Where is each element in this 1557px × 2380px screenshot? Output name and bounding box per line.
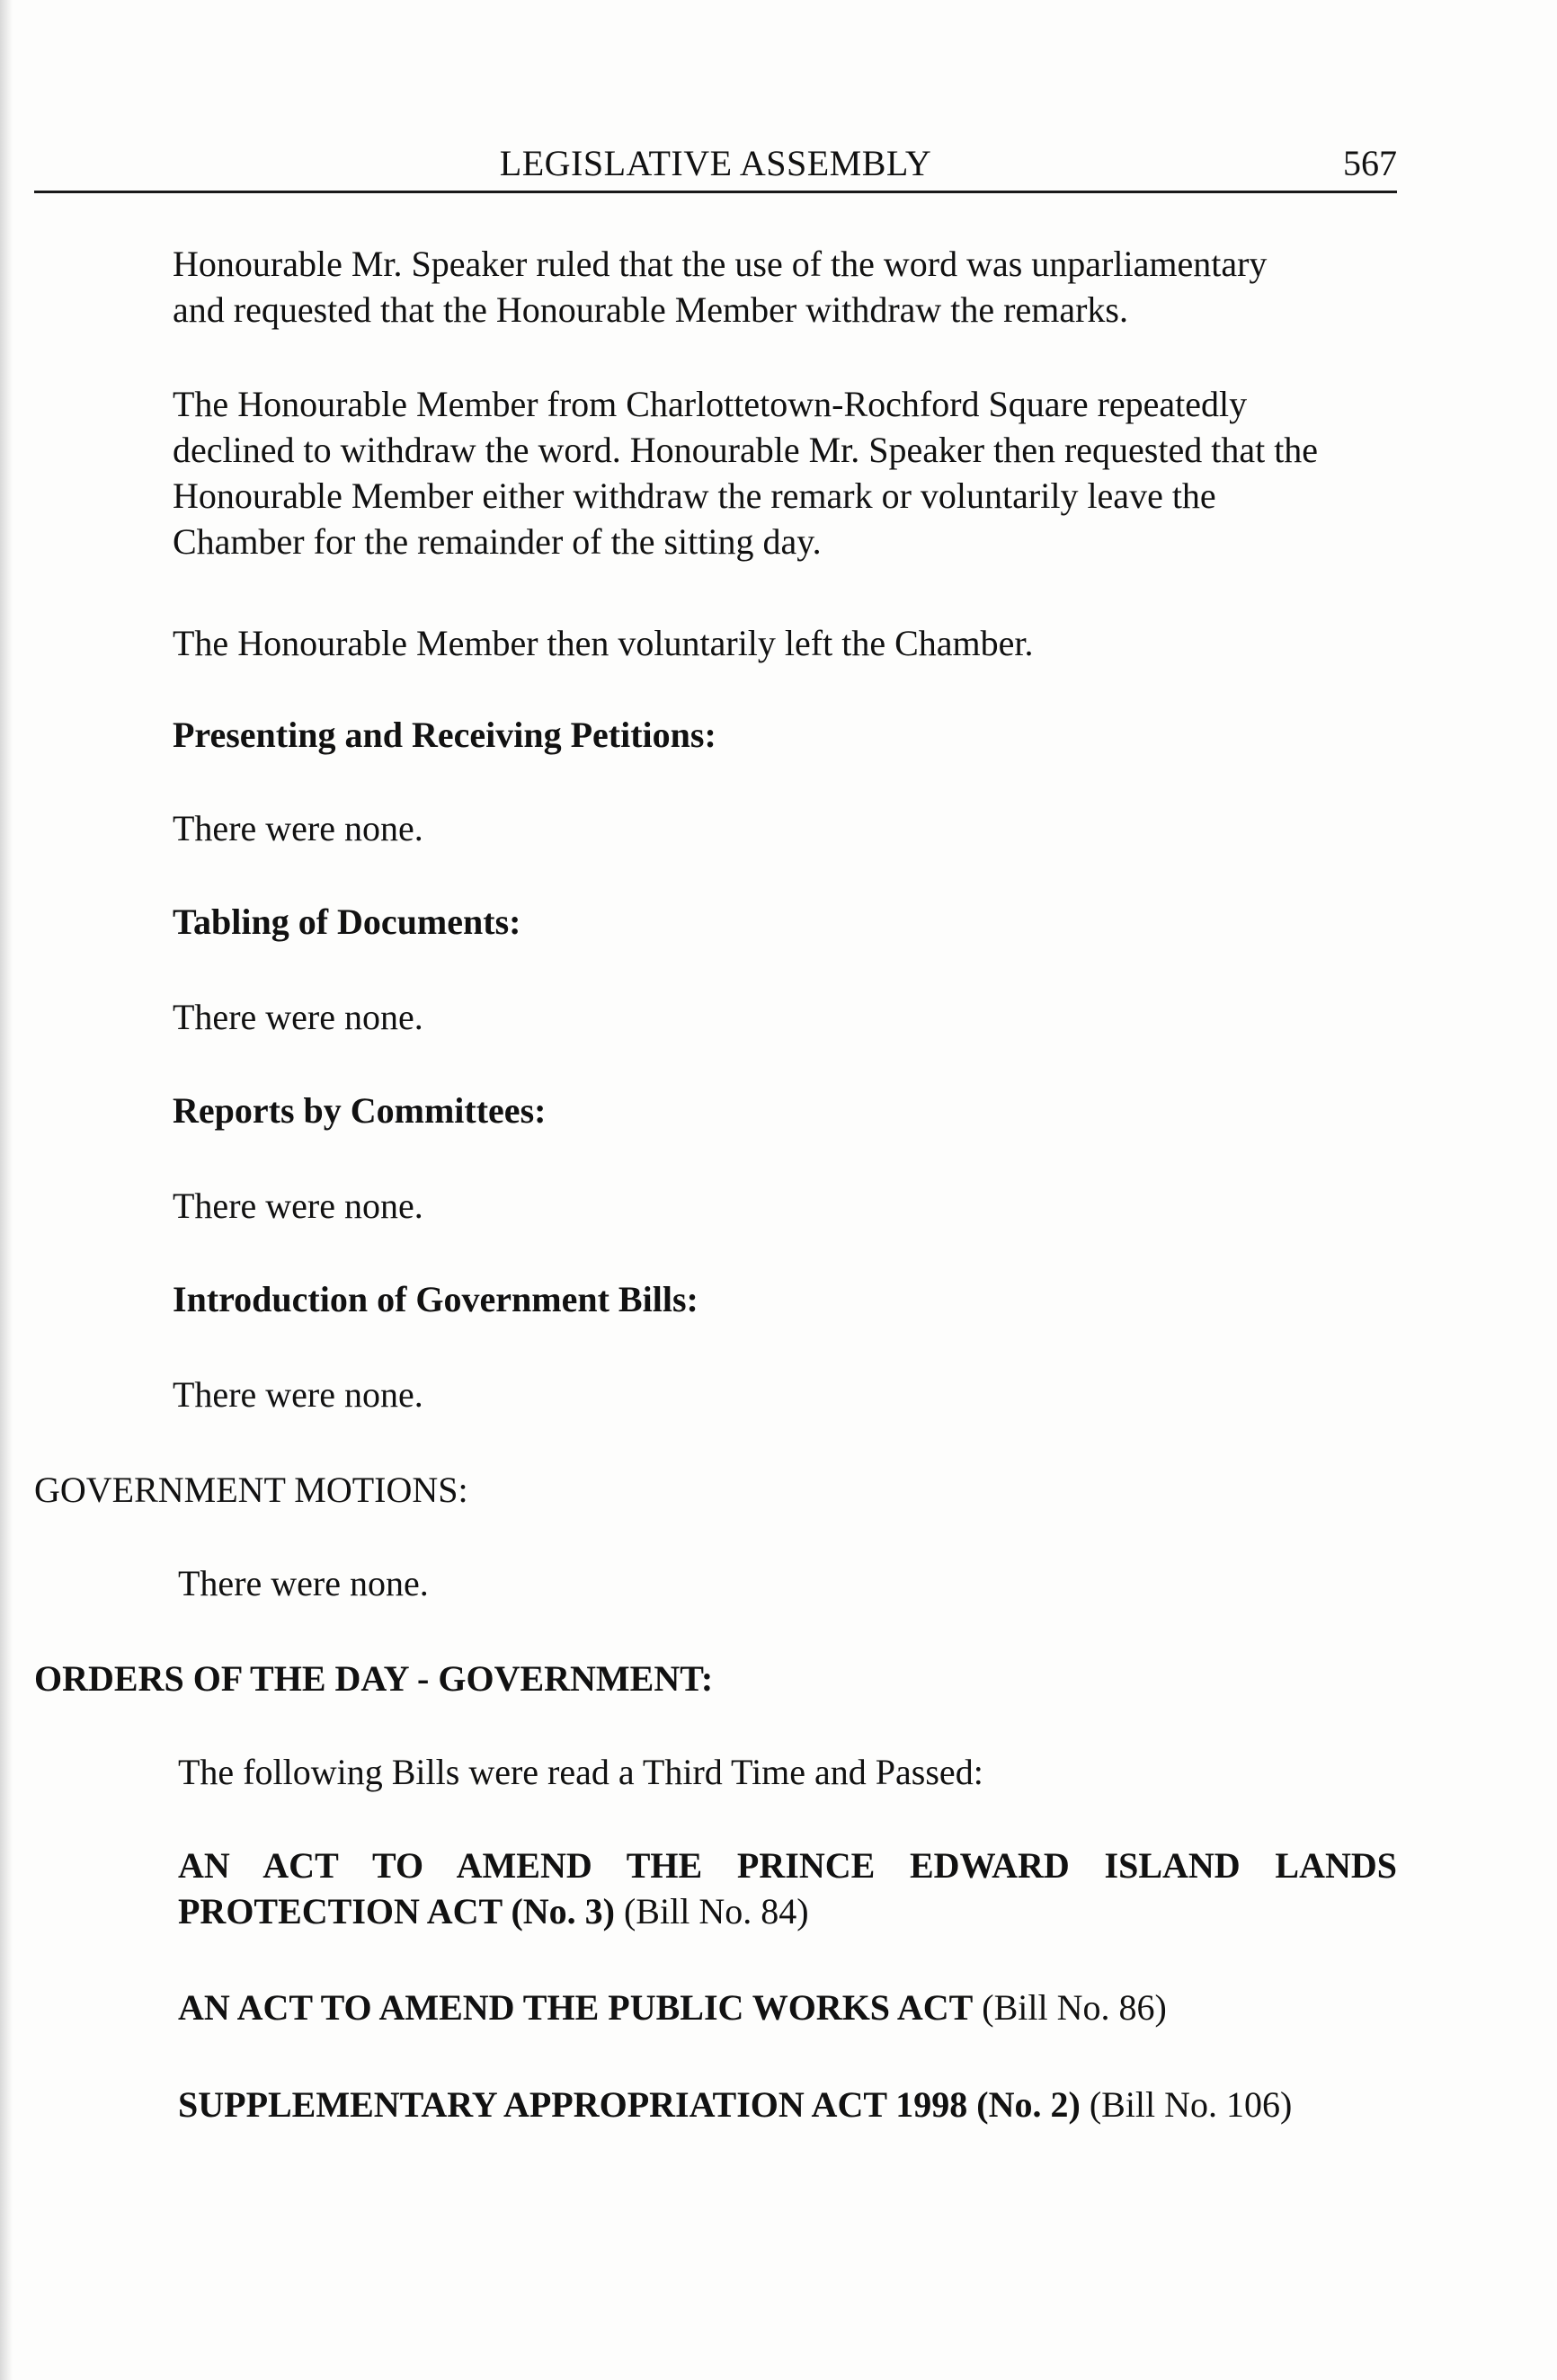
paragraph-line: declined to withdraw the word. Honourable Mr. Speaker then requested that the xyxy=(173,430,1319,470)
paragraph-member-declined xyxy=(173,381,1397,564)
bill-number: (Bill No. 86) xyxy=(982,1987,1167,2028)
binding-shadow xyxy=(0,0,13,2380)
paragraph-line: and requested that the Honourable Member withdraw the remarks. xyxy=(173,289,1128,330)
bill-number: (Bill No. 84) xyxy=(623,1891,809,1932)
paragraph-line: The Honourable Member from Charlottetown-Rochford Square repeatedly xyxy=(173,384,1248,424)
section-body-committees: There were none. xyxy=(173,1186,423,1226)
bill-title-line xyxy=(178,1888,1397,1934)
bill-title-line xyxy=(178,1985,1397,2030)
header-title: LEGISLATIVE ASSEMBLY xyxy=(499,143,932,183)
bill-title: PROTECTION ACT (No. 3) xyxy=(178,1891,615,1932)
bill-item xyxy=(178,1985,1397,2030)
paragraph-member-left: The Honourable Member then voluntarily left the Chamber. xyxy=(173,623,1034,663)
section-body-petitions: There were none. xyxy=(173,808,423,848)
section-body-tabling: There were none. xyxy=(173,997,423,1037)
paragraph-line: Chamber for the remainder of the sitting day. xyxy=(173,521,822,562)
section-heading-government-bills: Introduction of Government Bills: xyxy=(173,1279,698,1319)
paragraph-line: Honourable Member either withdraw the remark or voluntarily leave the xyxy=(173,475,1216,516)
bill-title-line xyxy=(178,2082,1397,2127)
bill-title: SUPPLEMENTARY APPROPRIATION ACT 1998 (No. 2) xyxy=(178,2084,1081,2125)
bill-item xyxy=(178,1843,1397,1934)
section-heading-committees: Reports by Committees: xyxy=(173,1090,547,1131)
heading-orders-of-the-day: ORDERS OF THE DAY - GOVERNMENT: xyxy=(34,1658,714,1699)
bill-title: AN ACT TO AMEND THE PUBLIC WORKS ACT xyxy=(178,1987,974,2028)
government-motions-body: There were none. xyxy=(178,1563,429,1603)
paragraph-speaker-ruling xyxy=(173,241,1397,333)
bill-number: (Bill No. 106) xyxy=(1089,2084,1293,2125)
section-heading-petitions: Presenting and Receiving Petitions: xyxy=(173,715,716,755)
heading-government-motions: GOVERNMENT MOTIONS: xyxy=(34,1470,468,1510)
paragraph-line: Honourable Mr. Speaker ruled that the use of the word was unparliamentary xyxy=(173,244,1268,284)
header-rule xyxy=(34,191,1397,193)
section-heading-tabling: Tabling of Documents: xyxy=(173,901,521,942)
orders-intro: The following Bills were read a Third Time and Passed: xyxy=(178,1752,983,1792)
page-header xyxy=(34,142,1397,191)
section-body-government-bills: There were none. xyxy=(173,1374,423,1415)
page-number: 567 xyxy=(1343,143,1397,183)
bill-item xyxy=(178,2082,1397,2127)
bill-title-line: AN ACT TO AMEND THE PRINCE EDWARD ISLAND LANDS xyxy=(178,1845,1397,1886)
